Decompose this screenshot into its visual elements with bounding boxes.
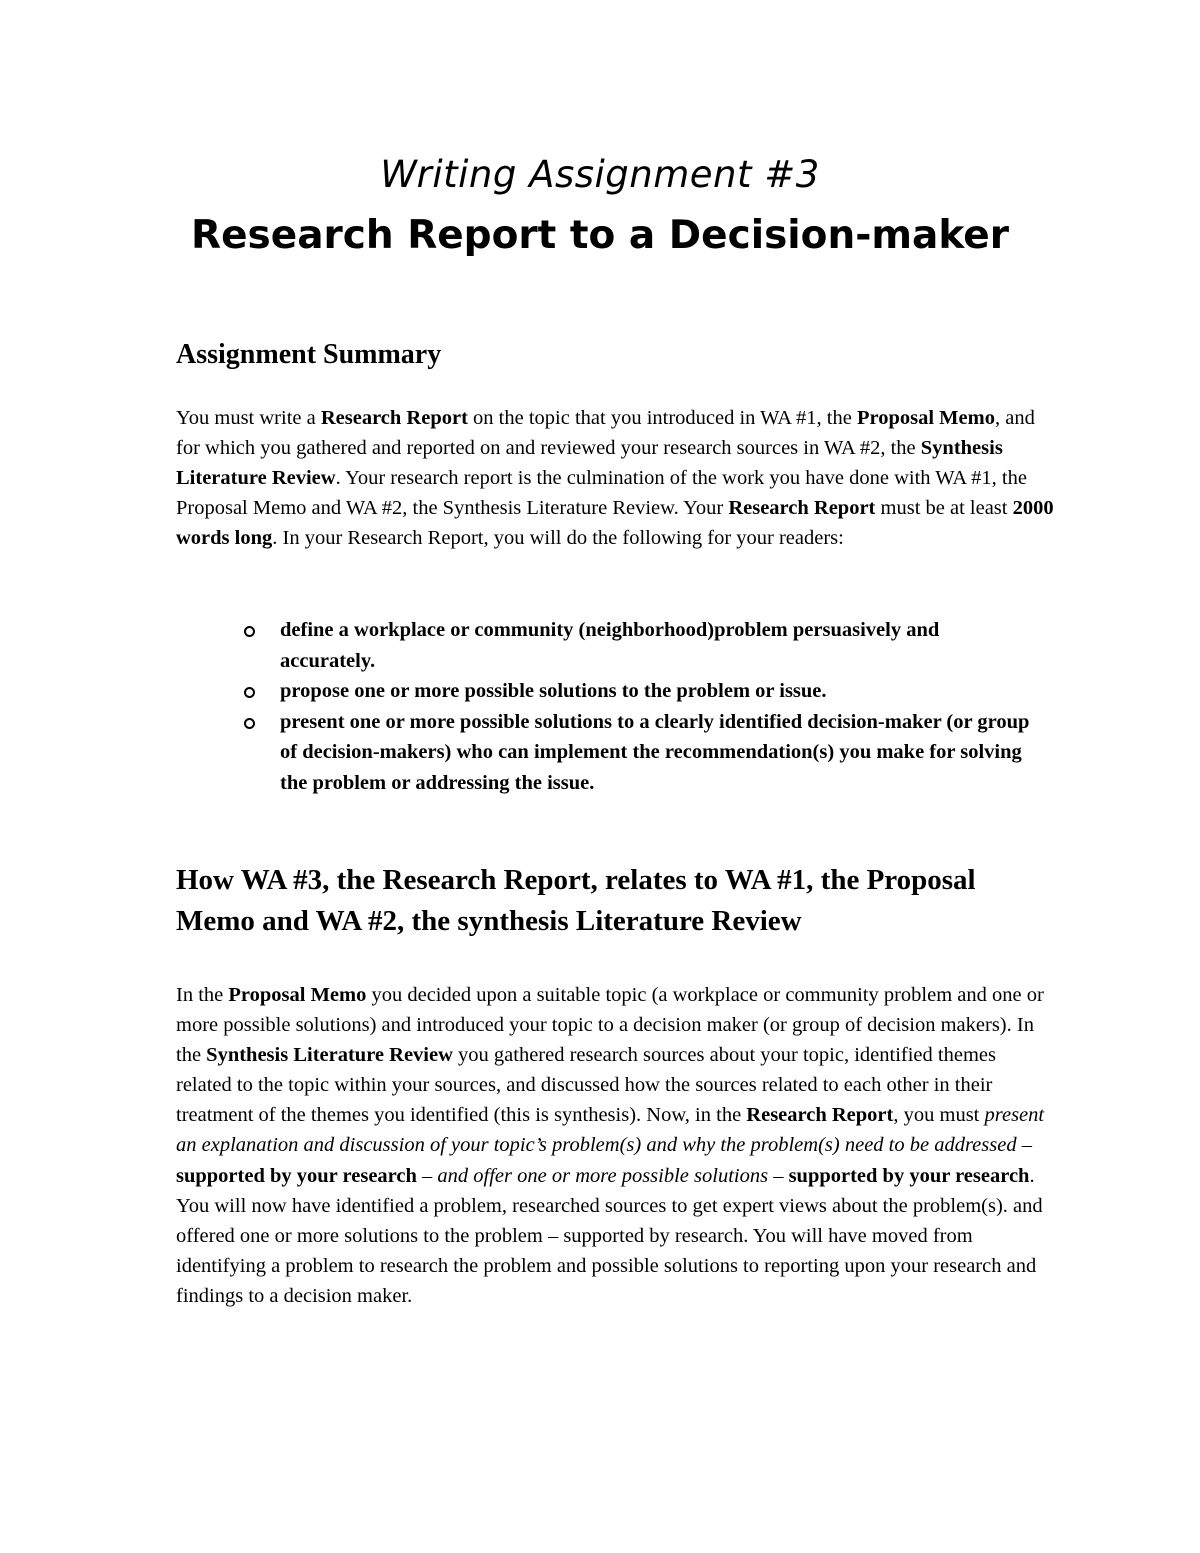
bold-term: Research Report bbox=[746, 1104, 894, 1127]
assignment-summary-paragraph bbox=[176, 403, 1056, 553]
bold-term: supported by your research bbox=[176, 1164, 417, 1187]
bold-term: Synthesis Literature Review bbox=[206, 1044, 453, 1067]
list-item-text: define a workplace or community (neighborhood)problem persuasively and accurately. bbox=[280, 619, 940, 672]
bold-term: Proposal Memo bbox=[856, 407, 995, 429]
bold-term: Research Report bbox=[728, 497, 876, 520]
italic-phrase: present an explanation and discussion of your topic’s problem(s) and why the problem(s) need to be addressed – bbox=[176, 1104, 1045, 1157]
text-run: you decided upon a suitable topic (a workplace or community problem and one or more possible solutions) and introduced your topic to a decision maker (or group of decision makers). In the bbox=[176, 984, 1044, 1067]
assignment-summary-heading: Assignment Summary bbox=[176, 339, 442, 370]
list-item bbox=[244, 615, 1034, 676]
text-run: . In your Research Report, you will do the following for your readers: bbox=[272, 527, 844, 550]
text-run: , you must bbox=[893, 1104, 985, 1127]
text-run: you gathered research sources about your topic, identified themes related to the topic within your sources, and discussed how the sources related to each other in their treatment of the themes you identified (this is synthesis). Now, in the bbox=[176, 1044, 996, 1127]
text-run: , and for which you gathered and reported on and reviewed your research sources in WA #2, the bbox=[176, 407, 1035, 460]
text-run: . Your research report is the culmination of the work you have done with WA #1, the Proposal Memo and WA #2, the Synthesis Literature Review. Your bbox=[176, 467, 1027, 520]
list-item-text: present one or more possible solutions to a clearly identified decision-maker (or group of decision-makers) who can implement the recommendation(s) you make for solving the problem or addressing the issue. bbox=[280, 710, 1030, 794]
text-run: You must write a bbox=[176, 407, 321, 429]
list-item bbox=[244, 676, 1034, 707]
circle-bullet-icon bbox=[244, 626, 255, 637]
bold-term: 2000 words long bbox=[176, 497, 1054, 550]
assignment-main-title: Research Report to a Decision-maker bbox=[191, 213, 1009, 258]
assignment-number-title: Writing Assignment #3 bbox=[380, 153, 820, 196]
bold-term: supported by your research bbox=[788, 1164, 1030, 1187]
bold-term: Synthesis Literature Review bbox=[176, 437, 1003, 490]
requirements-list bbox=[244, 615, 1034, 799]
text-run: on the topic that you introduced in WA #1, the bbox=[467, 407, 857, 429]
text-run: – bbox=[416, 1164, 438, 1187]
circle-bullet-icon bbox=[244, 718, 255, 729]
relation-paragraph bbox=[176, 980, 1056, 1311]
text-run: must be at least bbox=[875, 497, 1013, 520]
bold-term: Research Report bbox=[320, 407, 468, 429]
bold-term: Proposal Memo bbox=[228, 984, 367, 1006]
text-run: – bbox=[768, 1164, 789, 1187]
text-run: In the bbox=[176, 984, 229, 1006]
text-run: . You will now have identified a problem, researched sources to get expert views about the problem(s). and offered one or more solutions to the problem – supported by research. You will have moved from identifying a problem to research the problem and possible solutions to reporting upon your research and findings to a decision maker. bbox=[176, 1164, 1043, 1307]
list-item bbox=[244, 707, 1034, 799]
circle-bullet-icon bbox=[244, 687, 255, 698]
list-item-text: propose one or more possible solutions to the problem or issue. bbox=[280, 680, 827, 703]
italic-phrase: and offer one or more possible solutions bbox=[437, 1164, 769, 1187]
relation-heading: How WA #3, the Research Report, relates to WA #1, the Proposal Memo and WA #2, the synthesis Literature Review bbox=[176, 864, 976, 937]
